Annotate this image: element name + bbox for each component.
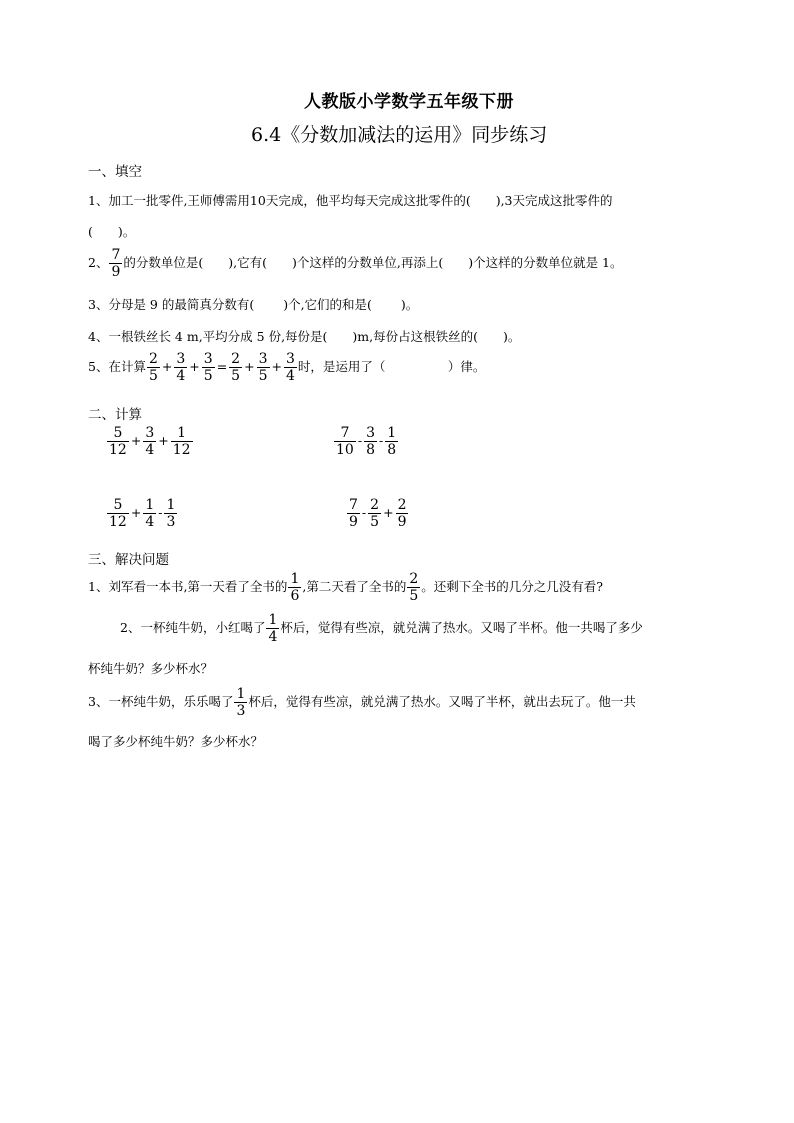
problem-1-text-c: 。还剩下全书的几分之几没有看? (421, 579, 603, 595)
question-5-text: 时，是运用了（ ）律。 (297, 359, 486, 375)
fraction-numerator: 3 (145, 425, 155, 441)
fraction-denominator: 5 (148, 368, 158, 384)
question-2 (88, 248, 623, 279)
fraction (143, 426, 156, 457)
question-1-line-1: 1、加工一批零件,王师傅需用10天完成，他平均每天完成这批零件的( ),3天完成这批零件的 (88, 193, 613, 208)
operator-sign: + (161, 359, 173, 375)
fraction-denominator: 10 (336, 442, 354, 458)
fraction-numerator: 3 (258, 351, 268, 367)
fraction-numerator: 5 (113, 425, 123, 441)
operator-sign: + (130, 505, 142, 521)
question-5-prefix: 5、在计算 (88, 359, 146, 375)
fraction-numerator: 1 (387, 425, 397, 441)
operator-sign: + (130, 433, 142, 449)
question-2-prefix: 2、 (88, 255, 109, 271)
operator-sign: = (216, 359, 228, 375)
fraction-numerator: 1 (236, 686, 246, 702)
fraction (396, 498, 409, 529)
operator-sign: - (378, 433, 384, 449)
fraction (364, 426, 377, 457)
fraction-denominator: 3 (166, 514, 176, 530)
fraction-denominator: 8 (387, 442, 397, 458)
problem-2-text-a: 2、一杯纯牛奶，小红喝了 (120, 620, 266, 636)
fraction (174, 352, 187, 383)
operator-sign: + (244, 359, 255, 375)
fraction (147, 352, 160, 383)
fraction-denominator: 9 (349, 514, 358, 530)
question-3: 3、分母是 9 的最简真分数有( )个,它们的和是( )。 (88, 297, 419, 312)
fraction-numerator: 1 (166, 497, 176, 513)
fraction (171, 426, 193, 457)
fraction-denominator: 5 (258, 368, 268, 384)
question-1-line-2: ( )。 (88, 224, 136, 239)
problem-3-text-a: 3、一杯纯牛奶，乐乐喝了 (88, 694, 234, 710)
question-2-fraction (109, 248, 122, 279)
fraction (347, 498, 360, 529)
fraction-numerator: 1 (290, 571, 300, 587)
fraction-denominator: 9 (397, 514, 407, 530)
question-4: 4、一根铁丝长 4 m,平均分成 5 份,每份是( )m,每份占这根铁丝的( )。 (88, 329, 521, 344)
question-5 (88, 352, 485, 383)
fraction-numerator: 5 (113, 497, 123, 513)
operator-sign: + (383, 505, 394, 521)
fraction-denominator: 12 (109, 442, 127, 458)
fraction-denominator: 4 (145, 514, 155, 530)
problem-1 (88, 572, 603, 603)
fraction-denominator: 4 (285, 368, 295, 384)
problem-1-fraction-2 (407, 572, 420, 603)
problem-3 (88, 687, 636, 718)
fraction-denominator: 9 (111, 264, 121, 280)
fraction (107, 498, 129, 529)
fraction-numerator: 2 (231, 351, 241, 367)
section-heading-fill-in: 一、填空 (88, 164, 142, 180)
fraction-numerator: 1 (268, 612, 278, 628)
problem-1-text-a: 1、刘军看一本书,第一天看了全书的 (88, 579, 288, 595)
fraction-numerator: 1 (177, 425, 187, 441)
problem-2-text-b: 杯后，觉得有些凉，就兑满了热水。又喝了半杯。他一共喝了多少 (280, 620, 643, 636)
fraction-numerator: 3 (366, 425, 375, 441)
operator-sign: - (158, 505, 163, 521)
fraction-denominator: 5 (409, 588, 419, 604)
problem-3-text-b: 杯后，觉得有些凉，就兑满了热水。又喝了半杯，就出去玩了。他一共 (248, 694, 636, 710)
fraction-denominator: 8 (366, 442, 375, 458)
question-2-text: 的分数单位是( ),它有( )个这样的分数单位,再添上( )个这样的分数单位就是 1。 (123, 255, 623, 271)
calc-expression-1 (106, 426, 194, 457)
fraction (143, 498, 156, 529)
fraction (334, 426, 356, 457)
operator-sign: - (357, 433, 363, 449)
fraction-numerator: 3 (285, 351, 295, 367)
calc-expression-3 (106, 498, 178, 529)
fraction-numerator: 7 (349, 497, 358, 513)
page-title: 人教版小学数学五年级下册 (304, 92, 514, 112)
fraction-numerator: 2 (409, 571, 419, 587)
problem-1-fraction-1 (288, 572, 301, 603)
fraction-numerator: 2 (370, 497, 380, 513)
operator-sign: + (158, 433, 169, 449)
operator-sign: + (271, 359, 282, 375)
fraction-denominator: 5 (203, 368, 213, 384)
fraction-numerator: 7 (340, 425, 350, 441)
fraction-denominator: 4 (268, 629, 278, 645)
fraction (368, 498, 381, 529)
fraction-numerator: 2 (148, 351, 158, 367)
fraction-numerator: 7 (111, 247, 121, 263)
calc-expression-4 (346, 498, 409, 529)
question-5-expression (146, 352, 298, 383)
fraction (257, 352, 270, 383)
problem-2-line-2: 杯纯牛奶？多少杯水？ (88, 661, 214, 676)
problem-2-fraction (266, 613, 279, 644)
fraction (107, 426, 129, 457)
section-heading-problems: 三、解决问题 (88, 552, 169, 568)
fraction-denominator: 6 (290, 588, 300, 604)
fraction (284, 352, 297, 383)
fraction-denominator: 12 (109, 514, 127, 530)
operator-sign: - (361, 505, 367, 521)
fraction-denominator: 4 (176, 368, 186, 384)
page-subtitle: 6.4《分数加减法的运用》同步练习 (251, 124, 548, 146)
operator-sign: + (189, 359, 200, 375)
fraction-denominator: 5 (370, 514, 380, 530)
problem-1-text-b: ,第二天看了全书的 (302, 579, 407, 595)
fraction-denominator: 5 (231, 368, 241, 384)
fraction-denominator: 4 (145, 442, 155, 458)
calc-expression-2 (333, 426, 399, 457)
problem-3-line-2: 喝了多少杯纯牛奶？多少杯水？ (88, 734, 264, 749)
fraction (202, 352, 215, 383)
section-heading-calculate: 二、计算 (88, 407, 142, 423)
fraction-numerator: 2 (397, 497, 407, 513)
fraction (229, 352, 242, 383)
fraction (385, 426, 398, 457)
fraction-denominator: 12 (172, 442, 191, 458)
fraction-numerator: 3 (176, 351, 186, 367)
fraction (164, 498, 177, 529)
problem-3-fraction (234, 687, 247, 718)
problem-2 (120, 613, 643, 644)
fraction-numerator: 3 (203, 351, 213, 367)
fraction-numerator: 1 (145, 497, 155, 513)
fraction-denominator: 3 (236, 703, 246, 719)
